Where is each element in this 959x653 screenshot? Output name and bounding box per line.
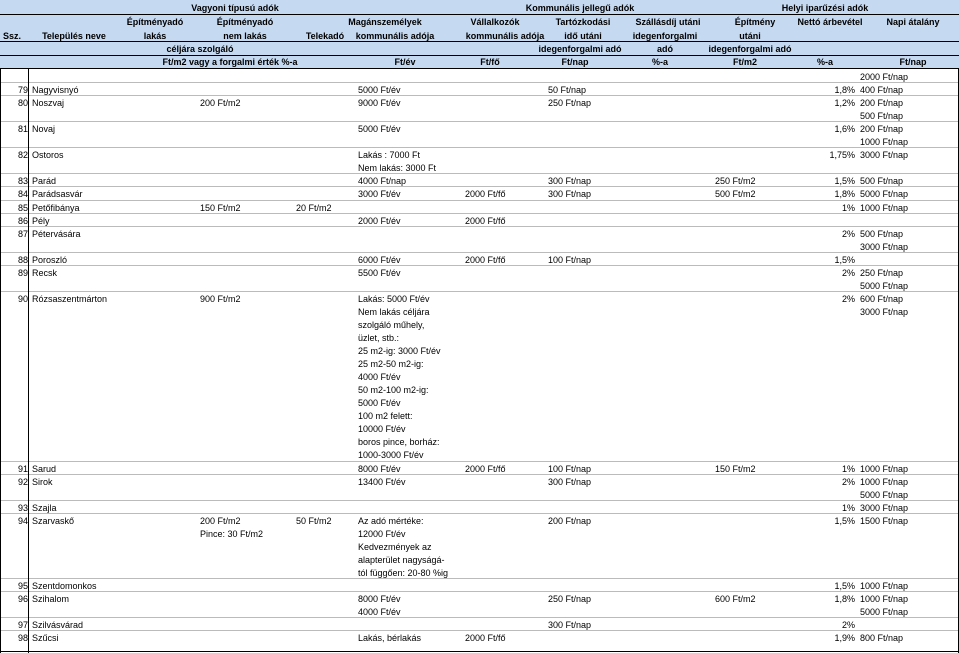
cell-magan: 25 m2-ig: 3000 Ft/év <box>358 346 441 357</box>
cell-name: Szajla <box>32 502 57 513</box>
cell-tart: 250 Ft/nap <box>548 594 592 604</box>
row-divider <box>0 95 959 96</box>
cell-magan: szolgáló műhely, <box>358 319 425 330</box>
column-divider <box>28 68 29 653</box>
cell-napi: 500 Ft/nap <box>860 111 904 122</box>
cell-ssz: 85 <box>17 202 28 213</box>
cell-tart: 200 Ft/nap <box>548 515 592 526</box>
cell-vall: 2000 Ft/fő <box>465 633 506 644</box>
cell-ssz: 98 <box>17 633 28 644</box>
cell-napi: 1000 Ft/nap <box>860 580 909 591</box>
cell-name: Pély <box>32 215 50 226</box>
cell-ssz: 83 <box>17 176 28 187</box>
row-divider <box>0 651 959 652</box>
cell-magan: 9000 Ft/év <box>358 98 401 109</box>
column-heading: Telekadó <box>305 31 345 41</box>
unit-heading: Ft/fő <box>480 57 500 67</box>
cell-napi: 5000 Ft/nap <box>860 607 909 618</box>
row-divider <box>0 186 959 187</box>
cell-napi: 3000 Ft/nap <box>860 241 909 252</box>
cell-vall: 2000 Ft/fő <box>465 463 506 474</box>
cell-ssz: 81 <box>17 124 28 135</box>
row-divider <box>0 213 959 214</box>
cell-napi: 3000 Ft/nap <box>860 502 909 513</box>
cell-magan: 13400 Ft/év <box>358 476 406 487</box>
row-divider <box>0 147 959 148</box>
cell-netto: 2% <box>841 476 855 487</box>
unit-heading: %-a <box>651 57 668 67</box>
cell-napi: 3000 Ft/nap <box>860 150 909 161</box>
column-heading: idegenforgalmi <box>632 31 698 41</box>
cell-napi: 1000 Ft/nap <box>860 137 909 148</box>
cell-name: Szarvaskő <box>32 515 75 526</box>
cell-nemlakas: 200 Ft/m2 <box>200 515 241 526</box>
cell-epit: 150 Ft/m2 <box>715 463 756 474</box>
cell-netto: 2% <box>841 293 855 304</box>
cell-ssz: 93 <box>17 502 28 513</box>
cell-ssz: 80 <box>17 98 28 109</box>
cell-napi: 500 Ft/nap <box>860 176 904 187</box>
column-heading: Napi átalány <box>886 17 940 27</box>
cell-tart: 300 Ft/nap <box>548 620 592 631</box>
cell-name: Szilvásvárad <box>32 620 84 631</box>
cell-napi: 1000 Ft/nap <box>860 202 909 213</box>
cell-magan: 4000 Ft/év <box>358 607 401 618</box>
cell-napi: 1000 Ft/nap <box>860 594 909 604</box>
cell-ssz: 92 <box>17 476 28 487</box>
cell-ssz: 82 <box>17 150 28 161</box>
cell-vall: 2000 Ft/fő <box>465 254 506 265</box>
column-heading: idő utáni <box>564 31 602 41</box>
cell-napi: 500 Ft/nap <box>860 228 904 239</box>
cell-name: Szentdomonkos <box>32 580 97 591</box>
cell-netto: 1,5% <box>834 580 855 591</box>
cell-magan: Nem lakás: 3000 Ft <box>358 163 437 174</box>
cell-netto: 1% <box>841 463 855 474</box>
cell-napi: 5000 Ft/nap <box>860 189 909 200</box>
cell-magan: 5000 Ft/év <box>358 85 401 96</box>
cell-tart: 300 Ft/nap <box>548 176 592 187</box>
cell-magan: 1000-3000 Ft/év <box>358 450 424 461</box>
cell-name: Pétervására <box>32 228 81 239</box>
cell-name: Sarud <box>32 463 57 474</box>
cell-vall: 2000 Ft/fő <box>465 215 506 226</box>
cell-epit: 500 Ft/m2 <box>715 189 756 200</box>
cell-magan: Lakás : 7000 Ft <box>358 150 421 161</box>
cell-tart: 250 Ft/nap <box>548 98 592 109</box>
cell-name: Rózsaszentmárton <box>32 293 108 304</box>
column-heading: Vállalkozók <box>470 17 520 27</box>
cell-netto: 1,5% <box>834 176 855 187</box>
cell-name: Sirok <box>32 476 53 487</box>
row-divider <box>0 291 959 292</box>
cell-netto: 1,2% <box>834 98 855 109</box>
row-divider <box>0 226 959 227</box>
cell-magan: 100 m2 felett: <box>358 411 413 422</box>
column-heading: nem lakás <box>223 31 267 41</box>
cell-magan: Lakás: 5000 Ft/év <box>358 293 430 304</box>
cell-ssz: 91 <box>17 463 28 474</box>
row-divider <box>0 617 959 618</box>
cell-ssz: 79 <box>17 85 28 96</box>
cell-netto: 1,8% <box>834 594 855 604</box>
cell-napi: 200 Ft/nap <box>860 124 904 135</box>
cell-epit: 600 Ft/m2 <box>715 594 756 604</box>
cell-netto: 1,6% <box>834 124 855 135</box>
cell-magan: 25 m2-50 m2-ig: <box>358 359 424 370</box>
column-heading: Építményadó <box>216 17 274 27</box>
cell-magan: 50 m2-100 m2-ig: <box>358 385 429 396</box>
cell-name: Recsk <box>32 267 58 278</box>
unit-heading: Ft/év <box>394 57 416 67</box>
column-heading: idegenforgalmi adó <box>708 44 792 54</box>
cell-netto: 1% <box>841 202 855 213</box>
cell-napi: 600 Ft/nap <box>860 293 904 304</box>
cell-nemlakas: Pince: 30 Ft/m2 <box>200 528 264 539</box>
cell-napi: 250 Ft/nap <box>860 267 904 278</box>
cell-netto: 2% <box>841 620 855 631</box>
cell-netto: 2% <box>841 267 855 278</box>
row-divider <box>0 265 959 266</box>
cell-magan: 5500 Ft/év <box>358 267 401 278</box>
cell-netto: 1,5% <box>834 254 855 265</box>
cell-napi: 3000 Ft/nap <box>860 306 909 317</box>
cell-vall: 2000 Ft/fő <box>465 189 506 200</box>
unit-heading: %-a <box>816 57 833 67</box>
cell-name: Szihalom <box>32 594 70 604</box>
column-heading: adó <box>656 44 673 54</box>
column-heading: Szállásdíj utáni <box>635 17 701 27</box>
cell-tart: 50 Ft/nap <box>548 85 587 96</box>
cell-magan: 2000 Ft/év <box>358 215 401 226</box>
cell-magan: tól függően: 20-80 %ig <box>358 567 449 578</box>
header-divider <box>0 55 959 56</box>
cell-napi: 5000 Ft/nap <box>860 489 909 500</box>
cell-magan: Az adó mértéke: <box>358 515 424 526</box>
cell-netto: 1,8% <box>834 85 855 96</box>
row-divider <box>0 578 959 579</box>
column-heading: Település neve <box>42 31 106 41</box>
row-divider <box>0 513 959 514</box>
cell-magan: alapterület nagyságá- <box>358 554 445 565</box>
row-divider <box>0 68 959 69</box>
row-divider <box>0 461 959 462</box>
cell-magan: 8000 Ft/év <box>358 463 401 474</box>
unit-heading: Ft/m2 <box>732 57 757 67</box>
cell-magan: 10000 Ft/év <box>358 424 406 435</box>
row-divider <box>0 591 959 592</box>
cell-magan: 6000 Ft/év <box>358 254 401 265</box>
cell-napi: 200 Ft/nap <box>860 98 904 109</box>
cell-netto: 1,5% <box>834 515 855 526</box>
unit-heading: Ft/nap <box>899 57 927 67</box>
cell-name: Parád <box>32 176 57 187</box>
header-divider <box>0 41 959 42</box>
cell-netto: 2% <box>841 228 855 239</box>
cell-magan: Lakás, bérlakás <box>358 633 422 644</box>
cell-magan: üzlet, stb.: <box>358 333 400 343</box>
cell-ssz: 84 <box>17 189 28 200</box>
row-divider <box>0 82 959 83</box>
cell-name: Szűcsi <box>32 633 59 644</box>
cell-ssz: 96 <box>17 594 28 604</box>
cell-magan: 4000 Ft/nap <box>358 176 407 187</box>
cell-ssz: 94 <box>17 515 28 526</box>
column-heading: Ssz. <box>2 31 21 41</box>
column-heading: lakás <box>143 31 167 41</box>
column-divider <box>0 68 1 653</box>
column-heading: utáni <box>739 31 761 41</box>
column-heading: idegenforgalmi adó <box>538 44 622 54</box>
column-heading: Építményadó <box>126 17 184 27</box>
cell-name: Parádsasvár <box>32 189 83 200</box>
cell-nemlakas: 150 Ft/m2 <box>200 202 241 213</box>
column-heading: Nettó árbevétel <box>797 17 863 27</box>
cell-netto: 1,9% <box>834 633 855 644</box>
column-heading: Tartózkodási <box>555 17 611 27</box>
cell-magan: 5000 Ft/év <box>358 398 401 409</box>
cell-name: Nagyvisnyó <box>32 85 79 96</box>
row-divider <box>0 200 959 201</box>
header-divider <box>0 14 959 15</box>
cell-name: Petőfibánya <box>32 202 80 213</box>
cell-tart: 300 Ft/nap <box>548 189 592 200</box>
cell-netto: 1,8% <box>834 189 855 200</box>
cell-magan: 4000 Ft/év <box>358 372 401 383</box>
cell-nemlakas: 900 Ft/m2 <box>200 293 241 304</box>
group-heading: Vagyoni típusú adók <box>191 3 279 13</box>
cell-tart: 100 Ft/nap <box>548 254 592 265</box>
cell-ssz: 89 <box>17 267 28 278</box>
row-divider <box>0 500 959 501</box>
cell-name: Ostoros <box>32 150 64 161</box>
row-divider <box>0 173 959 174</box>
cell-napi: 2000 Ft/nap <box>860 72 909 82</box>
column-heading: céljára szolgáló <box>166 44 234 54</box>
cell-napi: 5000 Ft/nap <box>860 280 909 291</box>
cell-nemlakas: 200 Ft/m2 <box>200 98 241 109</box>
cell-magan: Kedvezmények az <box>358 541 432 552</box>
cell-ssz: 88 <box>17 254 28 265</box>
column-heading: kommunális adója <box>355 31 435 41</box>
cell-telek: 20 Ft/m2 <box>296 202 332 213</box>
cell-netto: 1,75% <box>829 150 855 161</box>
cell-ssz: 87 <box>17 228 28 239</box>
column-heading: kommunális adója <box>465 31 545 41</box>
cell-napi: 800 Ft/nap <box>860 633 904 644</box>
cell-napi: 1000 Ft/nap <box>860 476 909 487</box>
cell-name: Novaj <box>32 124 56 135</box>
row-divider <box>0 121 959 122</box>
cell-magan: boros pince, borház: <box>358 437 440 448</box>
cell-ssz: 90 <box>17 293 28 304</box>
unit-heading: Ft/m2 vagy a forgalmi érték %-a <box>162 57 298 67</box>
cell-tart: 100 Ft/nap <box>548 463 592 474</box>
row-divider <box>0 252 959 253</box>
row-divider <box>0 630 959 631</box>
cell-ssz: 97 <box>17 620 28 631</box>
cell-magan: 5000 Ft/év <box>358 124 401 135</box>
cell-magan: Nem lakás céljára <box>358 306 430 317</box>
cell-napi: 400 Ft/nap <box>860 85 904 96</box>
column-heading: Magánszemélyek <box>348 17 422 27</box>
cell-magan: 12000 Ft/év <box>358 528 406 539</box>
cell-telek: 50 Ft/m2 <box>296 515 332 526</box>
cell-magan: 8000 Ft/év <box>358 594 401 604</box>
cell-napi: 1000 Ft/nap <box>860 463 909 474</box>
unit-heading: Ft/nap <box>561 57 589 67</box>
cell-name: Poroszló <box>32 254 68 265</box>
cell-ssz: 86 <box>17 215 28 226</box>
group-heading: Helyi iparűzési adók <box>781 3 869 13</box>
cell-napi: 1500 Ft/nap <box>860 515 909 526</box>
cell-netto: 1% <box>841 502 855 513</box>
cell-epit: 250 Ft/m2 <box>715 176 756 187</box>
row-divider <box>0 474 959 475</box>
cell-name: Noszvaj <box>32 98 65 109</box>
column-heading: Építmény <box>734 17 776 27</box>
cell-tart: 300 Ft/nap <box>548 476 592 487</box>
cell-magan: 3000 Ft/év <box>358 189 401 200</box>
cell-ssz: 95 <box>17 580 28 591</box>
group-heading: Kommunális jellegű adók <box>525 3 635 13</box>
